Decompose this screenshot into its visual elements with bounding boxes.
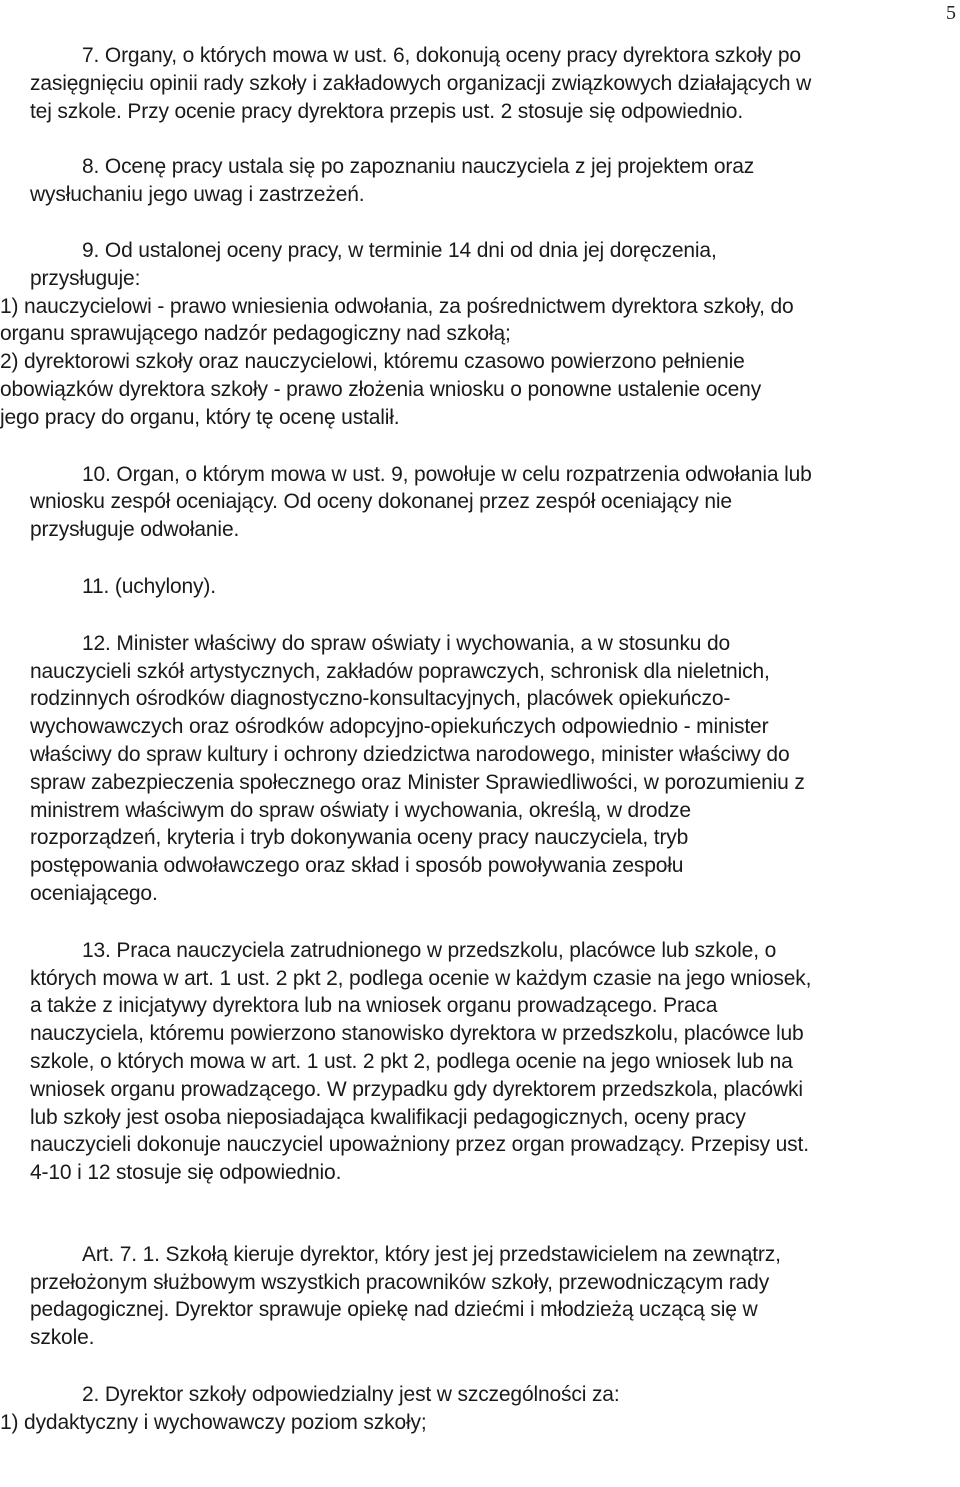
paragraph-10: 10. Organ, o którym mowa w ust. 9, powołuje w celu rozpatrzenia odwołania lub wniosku zespół oceniający. Od oceny dokonanej przez zespół oceniający nie przysługuje odwołanie. [30,462,812,542]
paragraph-8: 8. Ocenę pracy ustala się po zapoznaniu nauczyciela z jej projektem oraz wysłuchaniu jego uwag i zastrzeżeń. [30,155,755,207]
paragraph-13: 13. Praca nauczyciela zatrudnionego w przedszkolu, placówce lub szkole, o których mowa w art. 1 ust. 2 pkt 2, podlega ocenie w każdym czasie na jego wniosek, a także z inicjatywy dyrektora lub na wniosek organu prowadzącego. Praca nauczyciela, któremu powierzono stanowisko dyrektora w przedszkolu, placówce lub szkole, o których mowa w art. 1 ust. 2 pkt 2, podlega ocenie na jego wniosek lub na wniosek organu prowadzącego. W przypadku gdy dyrektorem przedszkola, placówki lub szkoły jest osoba nieposiadająca kwalifikacji pedagogicznych, oceny pracy nauczycieli dokonuje nauczyciel upoważniony przez organ prowadzący. Przepisy ust. 4-10 i 12 stosuje się odpowiednio. [30,938,812,1185]
paragraph-9-item-2: 2) dyrektorowi szkoły oraz nauczycielowi, któremu czasowo powierzono pełnienie obowiązków dyrektora szkoły - prawo złożenia wniosku o ponowne ustalenie oceny jego pracy do organu, który tę ocenę ustalił. [0,350,762,429]
document-body [0,42,956,1437]
paragraph-12: 12. Minister właściwy do spraw oświaty i wychowania, a w stosunku do nauczycieli szkół artystycznych, zakładów poprawczych, schronisk dla nieletnich, rodzinnych ośrodków diagnostyczno-konsultacyjnych, placówek opiekuńczo- wychowawczych oraz ośrodków adopcyjno-opiekuńczych odpowiednio - minister właściwy do spraw kultury i ochrony dziedzictwa narodowego, minister właściwy do spraw zabezpieczenia społecznego oraz Minister Sprawiedliwości, w porozumieniu z ministrem właściwym do spraw oświaty i wychowania, określą, w drodze rozporządzeń, kryteria i tryb dokonywania oceny pracy nauczyciela, tryb postępowania odwoławczego oraz skład i sposób powoływania zespołu oceniającego. [30,631,805,905]
paragraph-9-item-1: 1) nauczycielowi - prawo wniesienia odwołania, za pośrednictwem dyrektora szkoły, do organu sprawującego nadzór pedagogiczny nad szkołą; [0,294,794,346]
page-number: 5 [946,2,956,24]
paragraph-9: 9. Od ustalonej oceny pracy, w terminie 14 dni od dnia jej doręczenia, przysługuje: [30,238,717,290]
paragraph-11: 11. (uchylony). [82,574,216,598]
article-7-section-2-item-1: 1) dydaktyczny i wychowawczy poziom szkoły; [0,1410,427,1434]
article-7-section-2: 2. Dyrektor szkoły odpowiedzialny jest w szczególności za: [82,1383,620,1407]
article-7-section-1: Art. 7. 1. Szkołą kieruje dyrektor, który jest jej przedstawicielem na zewnątrz, przełożonym służbowym wszystkich pracowników szkoły, przewodniczącym rady pedagogicznej. Dyrektor sprawuje opiekę nad dziećmi i młodzieżą uczącą się w szkole. [30,1242,781,1350]
paragraph-7: 7. Organy, o których mowa w ust. 6, dokonują oceny pracy dyrektora szkoły po zasięgnięciu opinii rady szkoły i zakładowych organizacji związkowych działających w tej szkole. Przy ocenie pracy dyrektora przepis ust. 2 stosuje się odpowiednio. [30,44,812,123]
